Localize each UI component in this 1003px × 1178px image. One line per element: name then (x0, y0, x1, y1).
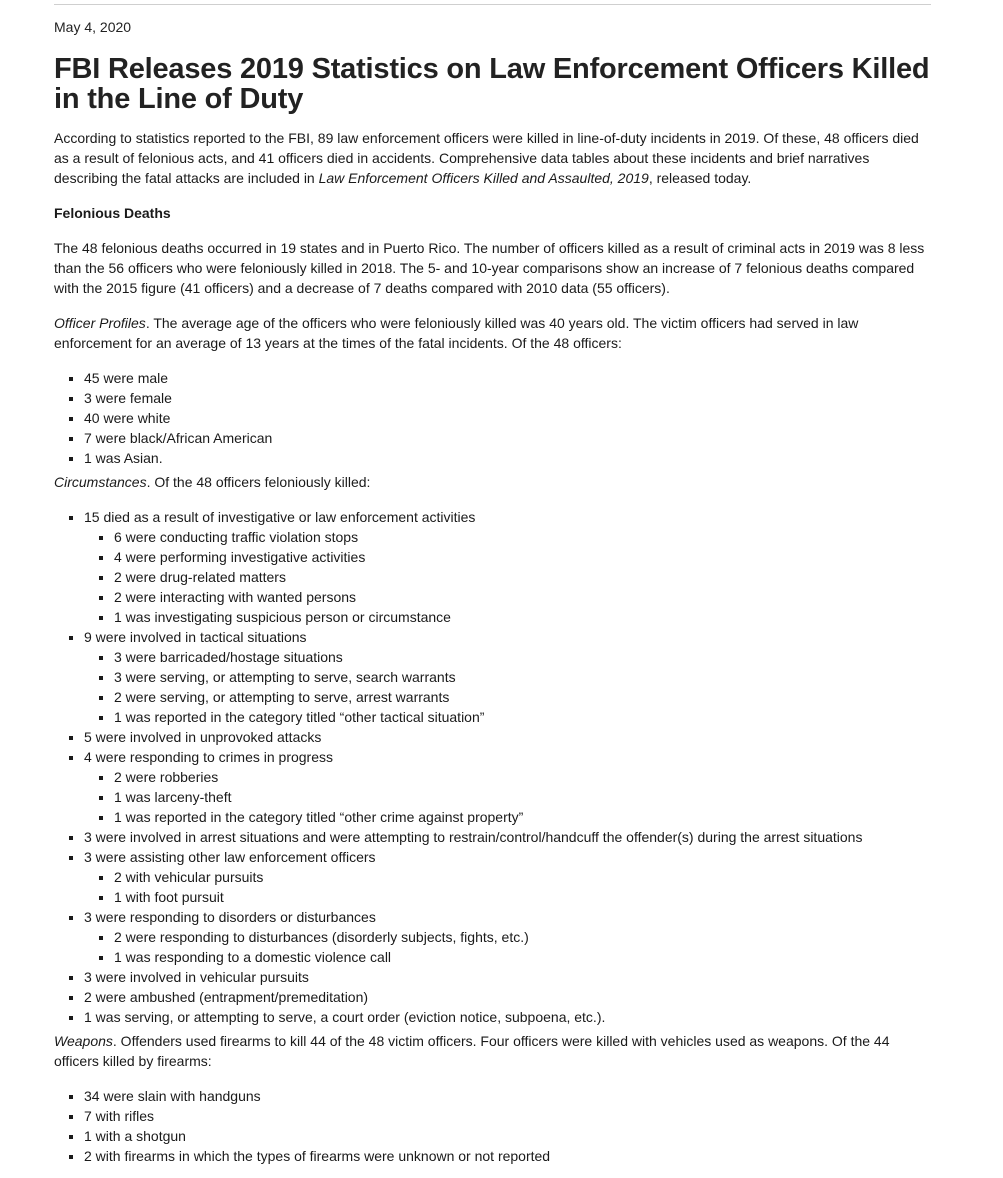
list-item-text: 2 were ambushed (entrapment/premeditation) (84, 989, 369, 1005)
bullet-icon (69, 1155, 73, 1159)
list-item (54, 368, 934, 388)
list-item (54, 547, 934, 567)
bullet-icon (99, 596, 103, 600)
list-item (54, 507, 934, 627)
list-item (54, 827, 934, 847)
bullet-icon (99, 656, 103, 660)
list-item-text: 2 were robberies (114, 769, 219, 785)
list-item-text: 45 were male (84, 370, 169, 386)
section-heading-felonious-deaths: Felonious Deaths (54, 205, 171, 221)
bullet-icon (69, 397, 73, 401)
bullet-icon (69, 377, 73, 381)
officer-profiles-list (54, 368, 934, 468)
bullet-icon (69, 836, 73, 840)
list-item-text: 2 were serving, or attempting to serve, arrest warrants (114, 689, 450, 705)
bullet-icon (99, 576, 103, 580)
bullet-icon (99, 716, 103, 720)
list-item-text: 1 was Asian. (84, 450, 163, 466)
bullet-icon (99, 696, 103, 700)
list-item-text: 3 were involved in arrest situations and were attempting to restrain/control/handcuff the offender(s) during the arrest situations (84, 829, 863, 845)
sub-list (54, 647, 934, 727)
weapons-label: Weapons (54, 1033, 113, 1049)
list-item-text: 2 were drug-related matters (114, 569, 286, 585)
bullet-icon (69, 516, 73, 520)
intro-text: According to statistics reported to the FBI, 89 law enforcement officers were killed in line-of-duty incidents in 2019. Of these, 48 officers died as a result of felonious acts, and 41 officers died in accidents. Comprehensive data tables about these incidents and brief narratives describing the fatal attacks are included in (54, 130, 919, 186)
list-item-text: 5 were involved in unprovoked attacks (84, 729, 322, 745)
bullet-icon (99, 936, 103, 940)
bullet-icon (69, 996, 73, 1000)
bullet-icon (69, 417, 73, 421)
intro-paragraph (54, 128, 934, 188)
list-item (54, 527, 934, 547)
bullet-icon (69, 916, 73, 920)
bullet-icon (99, 536, 103, 540)
bullet-icon (69, 856, 73, 860)
bullet-icon (99, 556, 103, 560)
list-item-text: 1 with a shotgun (84, 1128, 186, 1144)
circumstances-paragraph (54, 472, 934, 492)
list-item (54, 967, 934, 987)
list-item-text: 3 were assisting other law enforcement officers (84, 849, 376, 865)
list-item-text: 1 was larceny-theft (114, 789, 232, 805)
list-item-text: 2 were interacting with wanted persons (114, 589, 357, 605)
list-item-text: 6 were conducting traffic violation stops (114, 529, 359, 545)
bullet-icon (69, 756, 73, 760)
list-item-text: 9 were involved in tactical situations (84, 629, 307, 645)
list-item (54, 767, 934, 787)
bullet-icon (99, 956, 103, 960)
list-item-text: 15 died as a result of investigative or law enforcement activities (84, 509, 476, 525)
list-item-text: 1 was responding to a domestic violence call (114, 949, 392, 965)
top-divider (54, 4, 931, 5)
list-item (54, 388, 934, 408)
list-item (54, 987, 934, 1007)
bullet-icon (69, 1115, 73, 1119)
bullet-icon (99, 776, 103, 780)
officer-profiles-text: . The average age of the officers who were feloniously killed was 40 years old. The victim officers had served in law enforcement for an average of 13 years at the times of the fatal incidents. Of the 48 officers: (54, 315, 859, 351)
circumstances-list (54, 507, 934, 1027)
bullet-icon (69, 636, 73, 640)
list-item-text: 1 was investigating suspicious person or circumstance (114, 609, 451, 625)
list-item (54, 1007, 934, 1027)
sub-list (54, 767, 934, 827)
bullet-icon (69, 437, 73, 441)
list-item (54, 687, 934, 707)
bullet-icon (69, 976, 73, 980)
bullet-icon (99, 816, 103, 820)
list-item-text: 1 with foot pursuit (114, 889, 224, 905)
list-item-text: 1 was reported in the category titled “other tactical situation” (114, 709, 485, 725)
list-item (54, 847, 934, 907)
bullet-icon (69, 736, 73, 740)
list-item (54, 867, 934, 887)
list-item (54, 787, 934, 807)
bullet-icon (69, 1135, 73, 1139)
list-item (54, 747, 934, 827)
list-item (54, 647, 934, 667)
officer-profiles-paragraph (54, 313, 934, 353)
list-item (54, 807, 934, 827)
bullet-icon (69, 1016, 73, 1020)
list-item (54, 1106, 934, 1126)
list-item (54, 1126, 934, 1146)
bullet-icon (69, 1095, 73, 1099)
publication-title: Law Enforcement Officers Killed and Assaulted, 2019 (318, 170, 649, 186)
list-item (54, 1086, 934, 1106)
list-item-text: 1 was serving, or attempting to serve, a court order (eviction notice, subpoena, etc.). (84, 1009, 606, 1025)
list-item (54, 627, 934, 727)
bullet-icon (99, 796, 103, 800)
list-item (54, 607, 934, 627)
list-item (54, 587, 934, 607)
list-item-text: 40 were white (84, 410, 171, 426)
list-item-text: 3 were female (84, 390, 172, 406)
circumstances-label: Circumstances (54, 474, 147, 490)
list-item (54, 887, 934, 907)
sub-list (54, 867, 934, 907)
list-item-text: 1 was reported in the category titled “other crime against property” (114, 809, 524, 825)
page-title: FBI Releases 2019 Statistics on Law Enforcement Officers Killed in the Line of Duty (54, 53, 930, 115)
list-item (54, 408, 934, 428)
list-item-text: 2 with firearms in which the types of firearms were unknown or not reported (84, 1148, 551, 1164)
list-item-text: 3 were barricaded/hostage situations (114, 649, 343, 665)
list-item-text: 7 with rifles (84, 1108, 155, 1124)
bullet-icon (99, 876, 103, 880)
bullet-icon (69, 457, 73, 461)
list-item (54, 448, 934, 468)
sub-list (54, 927, 934, 967)
article (54, 18, 934, 1166)
list-item (54, 907, 934, 967)
list-item (54, 567, 934, 587)
list-item-text: 2 were responding to disturbances (disorderly subjects, fights, etc.) (114, 929, 529, 945)
list-item (54, 727, 934, 747)
weapons-text: . Offenders used firearms to kill 44 of the 48 victim officers. Four officers were killed with vehicles used as weapons. Of the 44 officers killed by firearms: (54, 1033, 890, 1069)
list-item-text: 3 were serving, or attempting to serve, search warrants (114, 669, 456, 685)
circumstances-text: . Of the 48 officers feloniously killed: (146, 474, 371, 490)
bullet-icon (99, 896, 103, 900)
list-item-text: 7 were black/African American (84, 430, 273, 446)
list-item-text: 3 were responding to disorders or disturbances (84, 909, 376, 925)
list-item-text: 4 were responding to crimes in progress (84, 749, 334, 765)
list-item (54, 667, 934, 687)
officer-profiles-label: Officer Profiles (54, 315, 146, 331)
list-item-text: 3 were involved in vehicular pursuits (84, 969, 309, 985)
list-item-text: 34 were slain with handguns (84, 1088, 261, 1104)
felonious-deaths-paragraph: The 48 felonious deaths occurred in 19 states and in Puerto Rico. The number of officers killed as a result of criminal acts in 2019 was 8 less than the 56 officers who were feloniously killed in 2018. The 5- and 10-year comparisons show an increase of 7 felonious deaths compared with the 2015 figure (41 officers) and a decrease of 7 deaths compared with 2010 data (55 officers). (54, 240, 925, 296)
intro-text-end: , released today. (648, 170, 752, 186)
list-item-text: 2 with vehicular pursuits (114, 869, 264, 885)
list-item-text: 4 were performing investigative activities (114, 549, 366, 565)
list-item (54, 428, 934, 448)
list-item (54, 707, 934, 727)
bullet-icon (99, 616, 103, 620)
list-item (54, 1146, 934, 1166)
sub-list (54, 527, 934, 627)
weapons-paragraph (54, 1031, 934, 1071)
publish-date: May 4, 2020 (54, 19, 132, 35)
weapons-list (54, 1086, 934, 1166)
list-item (54, 927, 934, 947)
list-item (54, 947, 934, 967)
bullet-icon (99, 676, 103, 680)
